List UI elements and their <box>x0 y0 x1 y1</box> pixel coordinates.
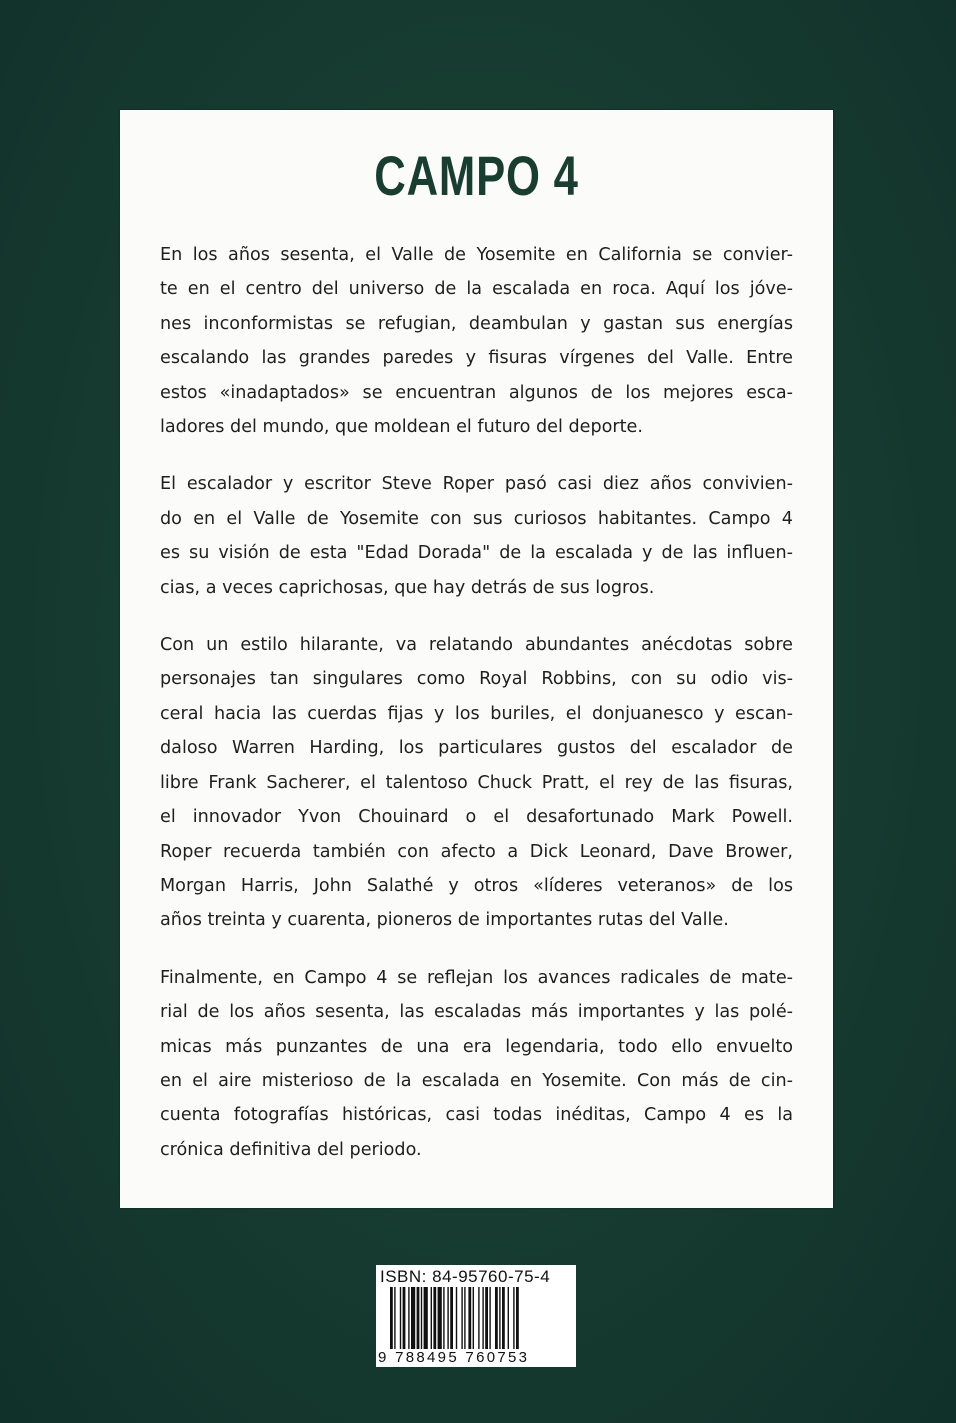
synopsis-paragraph <box>160 467 793 605</box>
barcode-bar <box>499 1287 500 1349</box>
synopsis-paragraph <box>160 961 793 1167</box>
text-line: El escalador y escritor Steve Roper pasó casi diez años convivien- <box>160 474 793 495</box>
text-line: en el aire misterioso de la escalada en Yosemite. Con más de cin- <box>160 1070 793 1091</box>
text-line: es su visión de esta "Edad Dorada" de la escalada y de las influen- <box>160 543 793 564</box>
barcode-bar <box>390 1287 393 1349</box>
text-line: el innovador Yvon Chouinard o el desafortunado Mark Powell. <box>160 807 793 828</box>
barcode-bar <box>478 1287 479 1349</box>
barcode-bars <box>390 1287 566 1349</box>
barcode-bar <box>394 1287 395 1349</box>
barcode-bar <box>431 1287 432 1349</box>
barcode-bar <box>438 1287 442 1349</box>
barcode-bar <box>417 1287 420 1349</box>
text-line: Con un estilo hilarante, va relatando abundantes anécdotas sobre <box>160 635 793 656</box>
text-line: Roper recuerda también con afecto a Dick Leonard, Dave Brower, <box>160 841 793 862</box>
text-line: ceral hacia las cuerdas fijas y los buriles, el donjuanesco y escan- <box>160 703 793 724</box>
barcode-bar <box>403 1287 406 1349</box>
barcode-bar <box>495 1287 498 1349</box>
isbn-text: ISBN: 84-95760-75-4 <box>380 1267 551 1286</box>
text-line: estos «inadaptados» se encuentran algunos de los mejores esca- <box>160 382 793 403</box>
barcode-bar <box>461 1287 462 1349</box>
text-line: personajes tan singulares como Royal Robbins, con su odio vis- <box>160 669 793 690</box>
text-line: daloso Warren Harding, los particulares gustos del escalador de <box>160 738 793 759</box>
barcode-bar <box>421 1287 422 1349</box>
barcode-bar <box>516 1287 519 1349</box>
text-line: rial de los años sesenta, las escaladas más importantes y las polé- <box>160 1002 793 1023</box>
synopsis-paragraph <box>160 238 793 444</box>
barcode-bar <box>508 1287 509 1349</box>
text-line: cias, a veces caprichosas, que hay detrás de sus logros. <box>160 577 655 598</box>
barcode-bar <box>411 1287 415 1349</box>
barcode-bar <box>502 1287 505 1349</box>
text-line: te en el centro del universo de la escalada en roca. Aquí los jóve- <box>160 279 793 300</box>
text-line: escalando las grandes paredes y fisuras vírgenes del Valle. Entre <box>160 348 793 369</box>
barcode-bar <box>489 1287 490 1349</box>
text-line: Morgan Harris, John Salathé y otros «líderes veteranos» de los <box>160 875 793 896</box>
text-line: libre Frank Sacherer, el talentoso Chuck Pratt, el rey de las fisuras, <box>160 772 793 793</box>
barcode-bar <box>473 1287 474 1349</box>
text-line: nes inconformistas se refugian, deambulan y gastan sus energías <box>160 313 793 334</box>
text-line: En los años sesenta, el Valle de Yosemite en California se convier- <box>160 245 793 265</box>
barcode-bar <box>424 1287 428 1349</box>
text-line: do en el Valle de Yosemite con sus curiosos habitantes. Campo 4 <box>160 508 793 529</box>
text-line: micas más punzantes de una era legendaria, todo ello envuelto <box>160 1036 793 1057</box>
barcode-bar <box>464 1287 465 1349</box>
barcode-bar <box>408 1287 409 1349</box>
barcode-bar <box>456 1287 457 1349</box>
ean-digits: 9 788495 760753 <box>378 1349 530 1366</box>
barcode-bar <box>513 1287 514 1349</box>
barcode-bar <box>443 1287 444 1349</box>
synopsis-text <box>160 238 793 1190</box>
barcode-bar <box>485 1287 488 1349</box>
barcode-bar <box>400 1287 401 1349</box>
synopsis-paragraph <box>160 628 793 938</box>
barcode-bar <box>468 1287 471 1349</box>
book-title: CAMPO 4 <box>374 144 579 207</box>
barcode-bar <box>482 1287 483 1349</box>
barcode-bar <box>433 1287 436 1349</box>
barcode-bar <box>447 1287 448 1349</box>
barcode-label <box>376 1265 576 1367</box>
text-line: Finalmente, en Campo 4 se reflejan los avances radicales de mate- <box>160 967 793 988</box>
text-line: crónica definitiva del periodo. <box>160 1139 422 1160</box>
synopsis-panel <box>120 110 833 1208</box>
text-line: años treinta y cuarenta, pioneros de importantes rutas del Valle. <box>160 910 729 931</box>
barcode-bar <box>450 1287 453 1349</box>
text-line: ladores del mundo, que moldean el futuro del deporte. <box>160 417 643 438</box>
text-line: cuenta fotografías históricas, casi todas inéditas, Campo 4 es la <box>160 1105 793 1126</box>
